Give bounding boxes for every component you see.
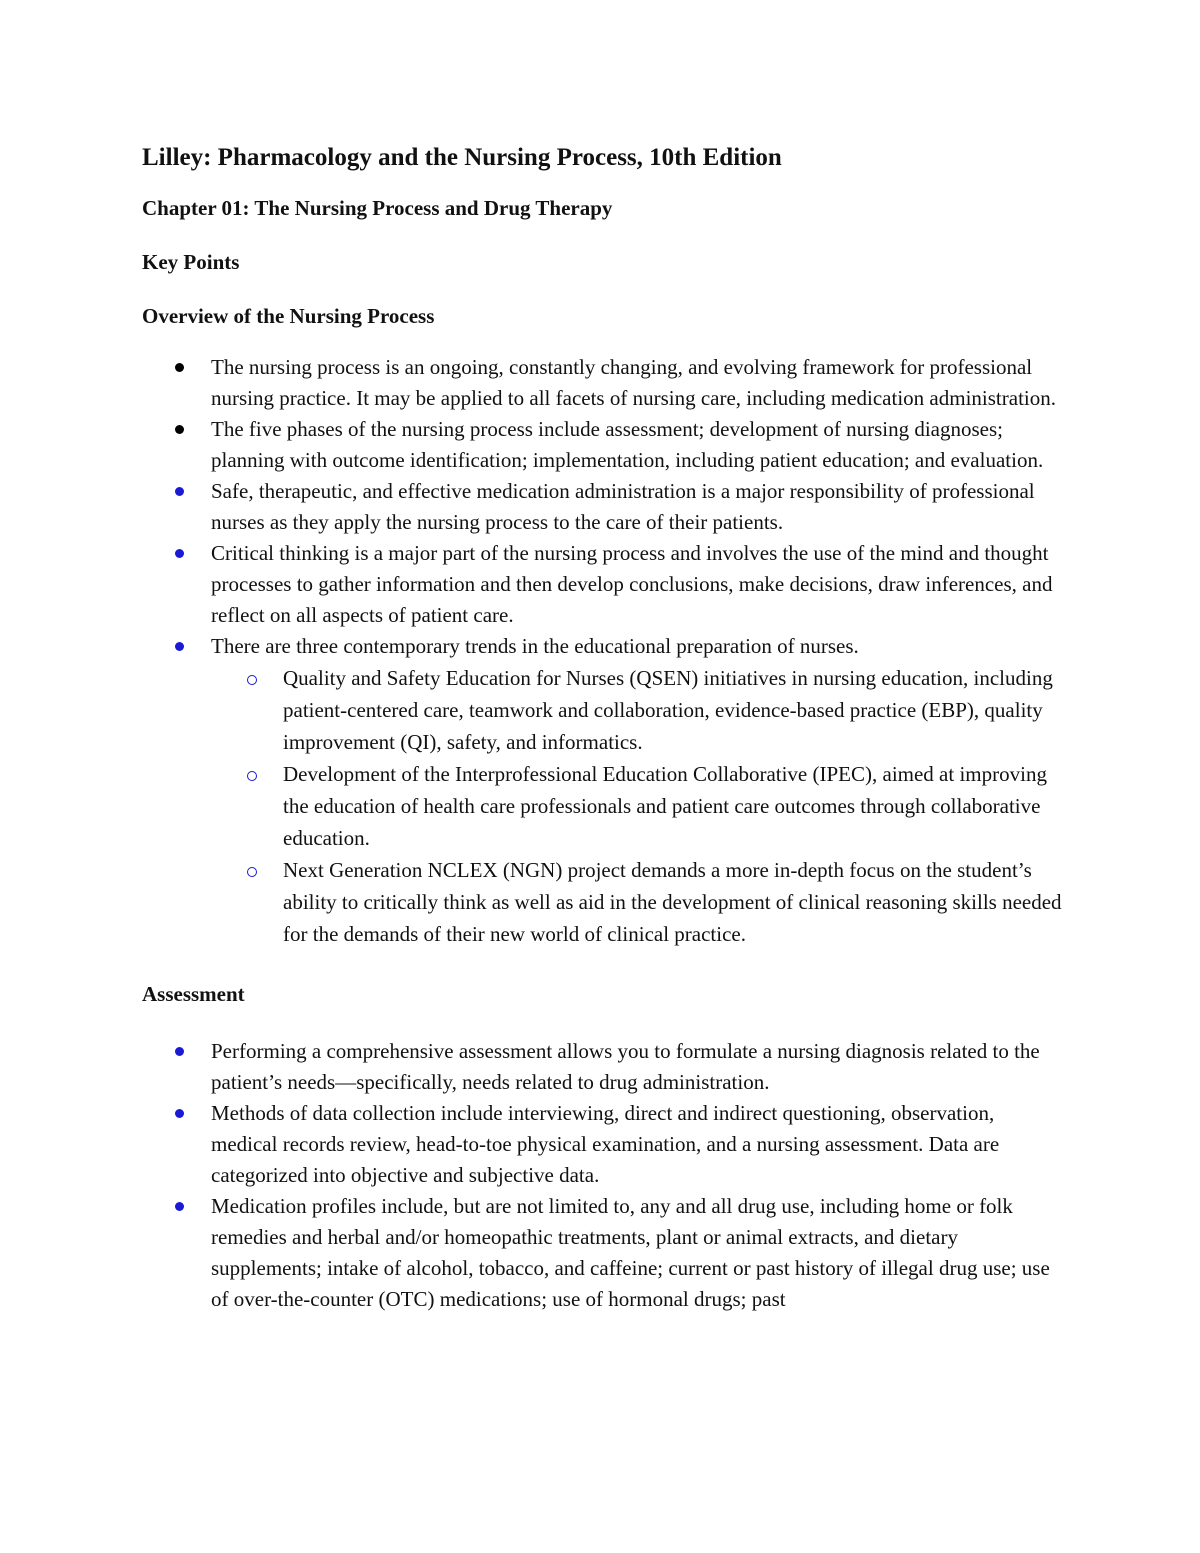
bullet-icon bbox=[175, 642, 184, 651]
chapter-title: Chapter 01: The Nursing Process and Drug Therapy bbox=[142, 196, 613, 220]
list-item-text: Performing a comprehensive assessment allows you to formulate a nursing diagnosis related to the patient’s needs—specifically, needs related to drug administration. bbox=[211, 1039, 1040, 1094]
list-item bbox=[142, 1036, 1062, 1098]
bullet-icon bbox=[175, 1047, 184, 1056]
overview-heading: Overview of the Nursing Process bbox=[142, 304, 435, 328]
list-item bbox=[142, 476, 1062, 538]
bullet-icon bbox=[175, 1109, 184, 1118]
list-item bbox=[142, 1191, 1062, 1315]
list-item bbox=[142, 538, 1062, 631]
list-item-text: The five phases of the nursing process include assessment; development of nursing diagnoses; planning with outcome identification; implementation, including patient education; and evaluation. bbox=[211, 417, 1044, 472]
sub-list-item-text: Development of the Interprofessional Education Collaborative (IPEC), aimed at improving the education of health care professionals and patient care outcomes through collaborative education. bbox=[283, 762, 1047, 850]
key-points-label: Key Points bbox=[142, 250, 240, 274]
list-item bbox=[142, 352, 1062, 414]
sub-list-item-text: Next Generation NCLEX (NGN) project demands a more in-depth focus on the student’s ability to critically think as well as aid in the development of clinical reasoning skills needed for the demands of their new world of clinical practice. bbox=[283, 858, 1062, 946]
bullet-icon bbox=[175, 363, 184, 372]
circle-bullet-icon bbox=[247, 675, 257, 685]
list-item-text: Critical thinking is a major part of the nursing process and involves the use of the mind and thought processes to gather information and then develop conclusions, make decisions, draw inferences, and reflect on all aspects of patient care. bbox=[211, 541, 1053, 627]
sub-list-item bbox=[211, 662, 1062, 758]
sub-list-item bbox=[211, 758, 1062, 854]
list-item-text: There are three contemporary trends in the educational preparation of nurses. bbox=[211, 634, 859, 658]
bullet-icon bbox=[175, 1202, 184, 1211]
sub-list-item-text: Quality and Safety Education for Nurses (QSEN) initiatives in nursing education, including patient-centered care, teamwork and collaboration, evidence-based practice (EBP), quality improvement (QI), safety, and informatics. bbox=[283, 666, 1053, 754]
circle-bullet-icon bbox=[247, 867, 257, 877]
assessment-heading: Assessment bbox=[142, 982, 245, 1006]
document-page bbox=[142, 138, 1062, 1315]
list-item bbox=[142, 631, 1062, 950]
list-item-text: Safe, therapeutic, and effective medication administration is a major responsibility of professional nurses as they apply the nursing process to the care of their patients. bbox=[211, 479, 1035, 534]
list-item-text: Methods of data collection include interviewing, direct and indirect questioning, observation, medical records review, head-to-toe physical examination, and a nursing assessment. Data are categorized into objective and subjective data. bbox=[211, 1101, 1000, 1187]
list-item bbox=[142, 414, 1062, 476]
circle-bullet-icon bbox=[247, 771, 257, 781]
sub-list-item bbox=[211, 854, 1062, 950]
bullet-icon bbox=[175, 487, 184, 496]
list-item-text: Medication profiles include, but are not limited to, any and all drug use, including home or folk remedies and herbal and/or homeopathic treatments, plant or animal extracts, and dietary supplements; intake of alcohol, tobacco, and caffeine; current or past history of illegal drug use; use of over-the-counter (OTC) medications; use of hormonal drugs; past bbox=[211, 1194, 1050, 1311]
assessment-list bbox=[142, 1036, 1062, 1315]
list-item bbox=[142, 1098, 1062, 1191]
document-title: Lilley: Pharmacology and the Nursing Process, 10th Edition bbox=[142, 144, 782, 171]
overview-list bbox=[142, 352, 1062, 950]
bullet-icon bbox=[175, 549, 184, 558]
bullet-icon bbox=[175, 425, 184, 434]
sub-list bbox=[211, 662, 1062, 950]
list-item-text: The nursing process is an ongoing, constantly changing, and evolving framework for professional nursing practice. It may be applied to all facets of nursing care, including medication administration. bbox=[211, 355, 1056, 410]
